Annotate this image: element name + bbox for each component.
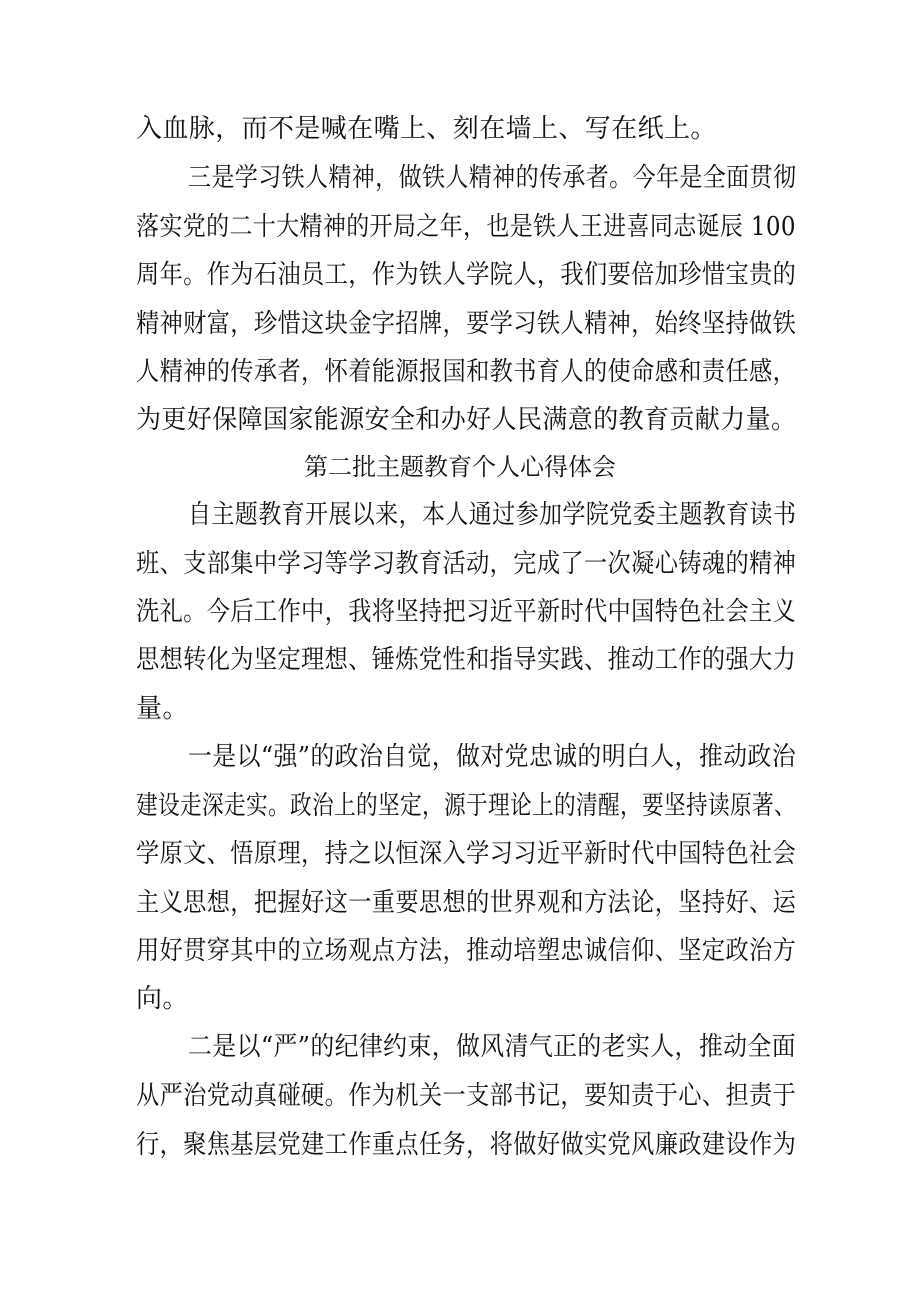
paragraph-line: 用好贯穿其中的立场观点方法，推动培塑忠诚信仰、坚定政治方 xyxy=(136,936,797,966)
paragraph-line: 班、支部集中学习等学习教育活动，完成了一次凝心铸魂的精神 xyxy=(136,549,797,579)
paragraph-line: 洗礼。今后工作中，我将坚持把习近平新时代中国特色社会主义 xyxy=(136,597,797,627)
paragraph-line: 人精神的传承者，怀着能源报国和教书育人的使命感和责任感， xyxy=(136,357,797,387)
paragraph-line: 自主题教育开展以来，本人通过参加学院党委主题教育读书 xyxy=(188,500,797,530)
paragraph-line: 主义思想，把握好这一重要思想的世界观和方法论，坚持好、运 xyxy=(136,888,797,918)
section-title: 第二批主题教育个人心得体会 xyxy=(304,453,616,481)
paragraph-line: 入血脉，而不是喊在嘴上、刻在墙上、写在纸上。 xyxy=(136,114,717,144)
paragraph-line: 行，聚焦基层党建工作重点任务，将做好做实党风廉政建设作为 xyxy=(136,1130,797,1160)
paragraph-line: 量。 xyxy=(136,694,189,724)
paragraph-line: 二是以“严”的纪律约束，做风清气正的老实人，推动全面 xyxy=(188,1032,796,1062)
paragraph-line: 建设走深走实。政治上的坚定，源于理论上的清醒，要坚持读原著、 xyxy=(136,791,796,821)
paragraph-line: 三是学习铁人精神，做铁人精神的传承者。今年是全面贯彻 xyxy=(188,163,797,193)
paragraph-line: 学原文、悟原理，持之以恒深入学习习近平新时代中国特色社会 xyxy=(136,839,797,869)
paragraph-line: 一是以“强”的政治自觉，做对党忠诚的明白人，推动政治 xyxy=(188,742,796,772)
paragraph-line: 向。 xyxy=(136,984,189,1014)
paragraph-line: 从严治党动真碰硬。作为机关一支部书记，要知责于心、担责于 xyxy=(136,1081,797,1111)
paragraph-line: 为更好保障国家能源安全和办好人民满意的教育贡献力量。 xyxy=(136,405,797,435)
paragraph-line: 精神财富，珍惜这块金字招牌，要学习铁人精神，始终坚持做铁 xyxy=(136,309,797,339)
paragraph-line: 思想转化为坚定理想、锤炼党性和指导实践、推动工作的强大力 xyxy=(136,645,797,675)
paragraph-line: 落实党的二十大精神的开局之年，也是铁人王进喜同志诞辰 100 xyxy=(136,212,796,242)
paragraph-line: 周年。作为石油员工，作为铁人学院人，我们要倍加珍惜宝贵的 xyxy=(136,260,797,290)
